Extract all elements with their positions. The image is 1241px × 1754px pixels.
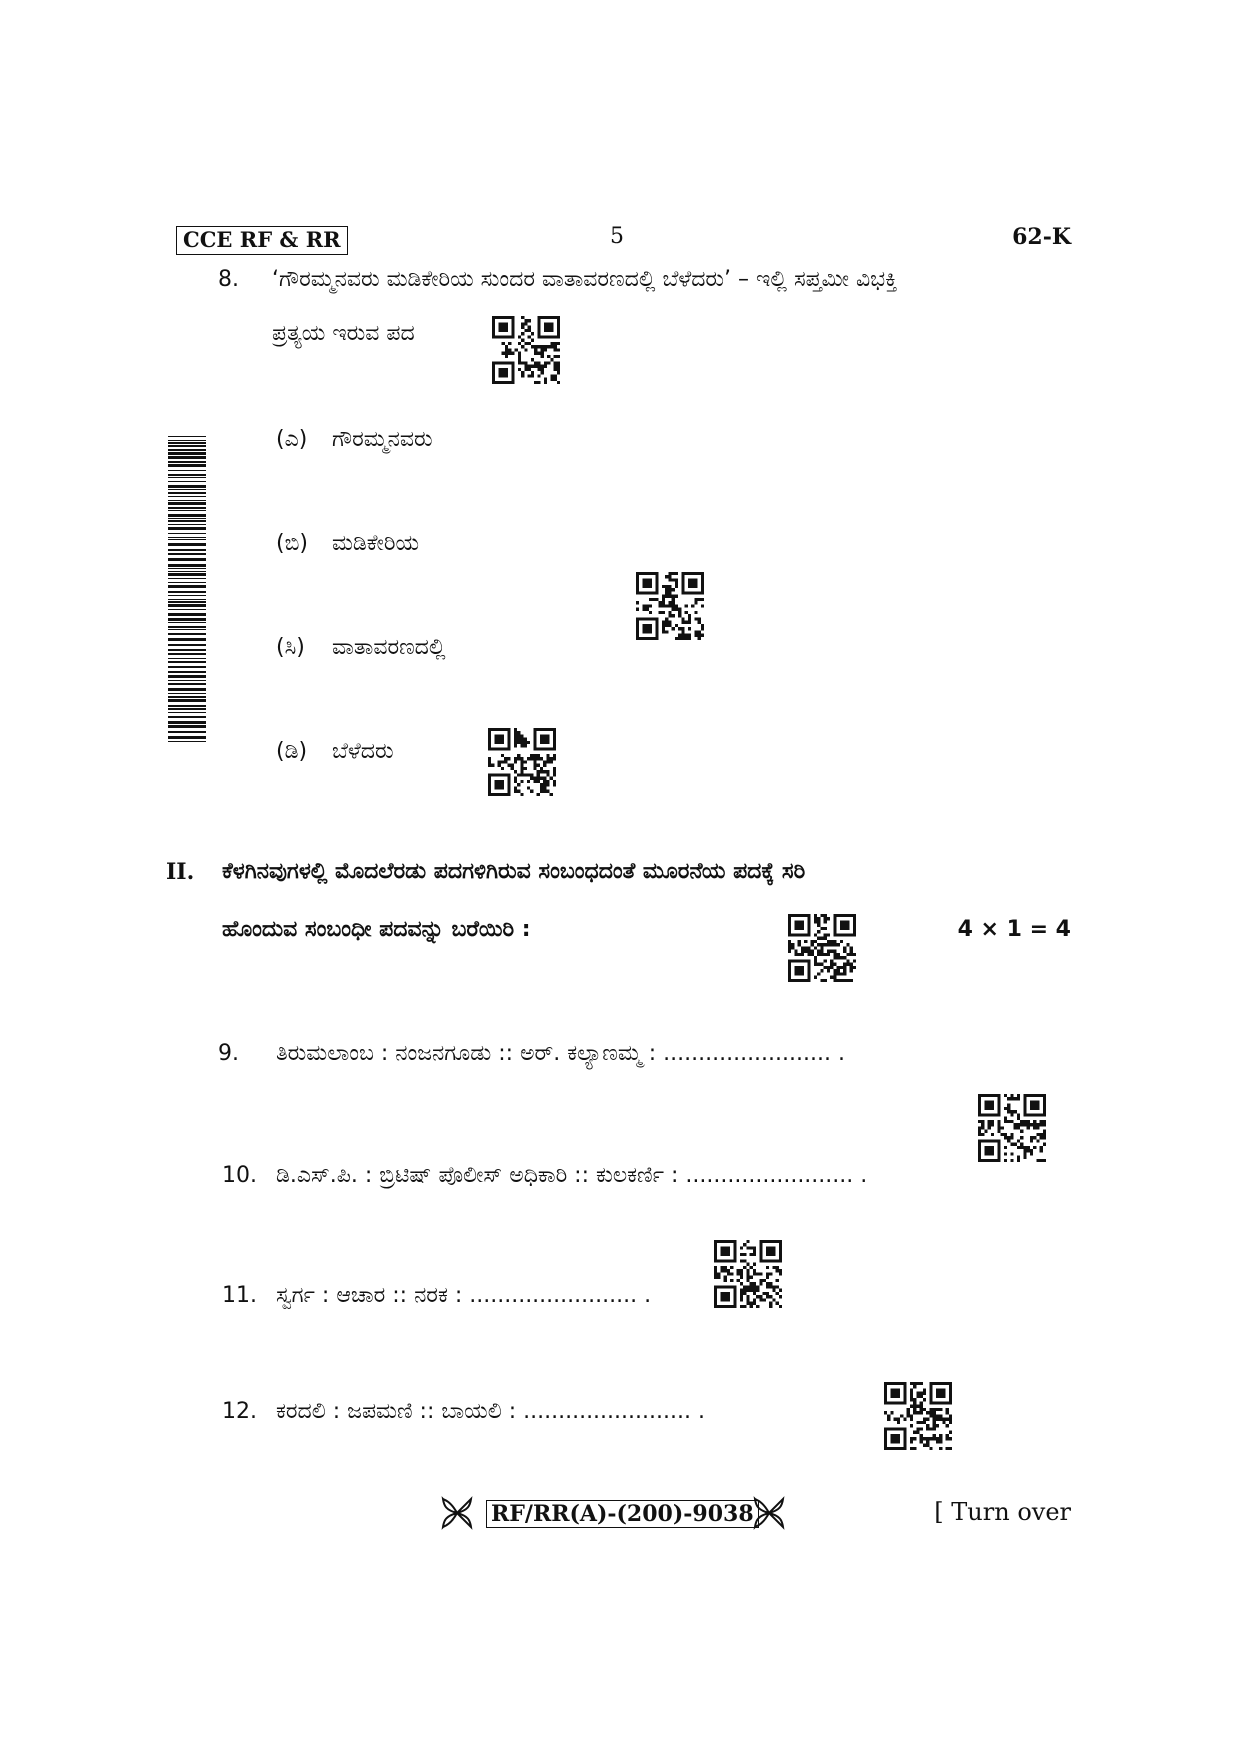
qr-code-icon — [978, 1094, 1046, 1162]
subject-code: 62-K — [1012, 224, 1071, 250]
option-a-label: (ಎ) — [276, 427, 308, 452]
option-c-label: (ಸಿ) — [276, 635, 305, 660]
option-c-text: ವಾತಾವರಣದಲ್ಲಿ — [332, 635, 446, 660]
section-roman-numeral: II. — [166, 859, 195, 885]
page-number: 5 — [610, 224, 624, 249]
ornament-icon — [440, 1496, 474, 1530]
question-12-number: 12. — [222, 1399, 257, 1424]
question-10-text: ಡಿ.ಎಸ್.ಪಿ. : ಬ್ರಿಟಿಷ್ ಪೊಲೀಸ್ ಅಧಿಕಾರಿ :: ಕುಲಕರ್ಣಿ : ........................ . — [276, 1163, 868, 1188]
option-b-text: ಮಡಿಕೇರಿಯ — [332, 531, 420, 556]
qr-code-icon — [492, 316, 560, 384]
section-instruction-line-1: ಕೆಳಗಿನವುಗಳಲ್ಲಿ ಮೊದಲೆರಡು ಪದಗಳಿಗಿರುವ ಸಂಬಂಧದಂತೆ ಮೂರನೆಯ ಪದಕ್ಕೆ ಸರಿ — [222, 859, 806, 884]
option-b-label: (ಬಿ) — [276, 531, 308, 556]
question-8-stem-line-1: ‘ಗೌರಮ್ಮನವರು ಮಡಿಕೇರಿಯ ಸುಂದರ ವಾತಾವರಣದಲ್ಲಿ ಬೆಳೆದರು’ – ಇಲ್ಲಿ ಸಪ್ತಮೀ ವಿಭಕ್ತಿ — [272, 267, 898, 292]
ornament-icon — [752, 1496, 786, 1530]
question-11-number: 11. — [222, 1283, 257, 1308]
qr-code-icon — [488, 728, 556, 796]
turn-over-note: [ Turn over — [934, 1498, 1071, 1526]
qr-code-icon — [714, 1240, 782, 1308]
qr-code-icon — [788, 914, 856, 982]
question-11-text: ಸ್ವರ್ಗ : ಆಚಾರ :: ನರಕ : ........................ . — [276, 1283, 652, 1308]
question-9-number: 9. — [218, 1041, 239, 1066]
question-8-stem-line-2: ಪ್ರತ್ಯಯ ಇರುವ ಪದ — [272, 321, 415, 346]
option-d-label: (ಡಿ) — [276, 739, 308, 764]
qr-code-icon — [884, 1382, 952, 1450]
question-9-text: ತಿರುಮಲಾಂಬ : ನಂಜನಗೂಡು :: ಅರ್. ಕಲ್ಯಾಣಮ್ಮ : ........................ . — [276, 1041, 845, 1066]
question-12-text: ಕರದಲಿ : ಜಪಮಣಿ :: ಬಾಯಲಿ : ........................ . — [276, 1399, 705, 1424]
option-a-text: ಗೌರಮ್ಮನವರು — [332, 427, 433, 452]
paper-code-box: CCE RF & RR — [176, 226, 348, 255]
section-marks: 4 × 1 = 4 — [957, 917, 1071, 942]
question-8-number: 8. — [218, 267, 239, 292]
footer-code-box: RF/RR(A)-(200)-9038 — [486, 1500, 759, 1528]
qr-code-icon — [636, 572, 704, 640]
option-d-text: ಬೆಳೆದರು — [332, 739, 394, 764]
section-instruction-line-2: ಹೊಂದುವ ಸಂಬಂಧೀ ಪದವನ್ನು ಬರೆಯಿರಿ : — [222, 917, 531, 942]
question-10-number: 10. — [222, 1163, 257, 1188]
barcode-image — [168, 436, 206, 742]
